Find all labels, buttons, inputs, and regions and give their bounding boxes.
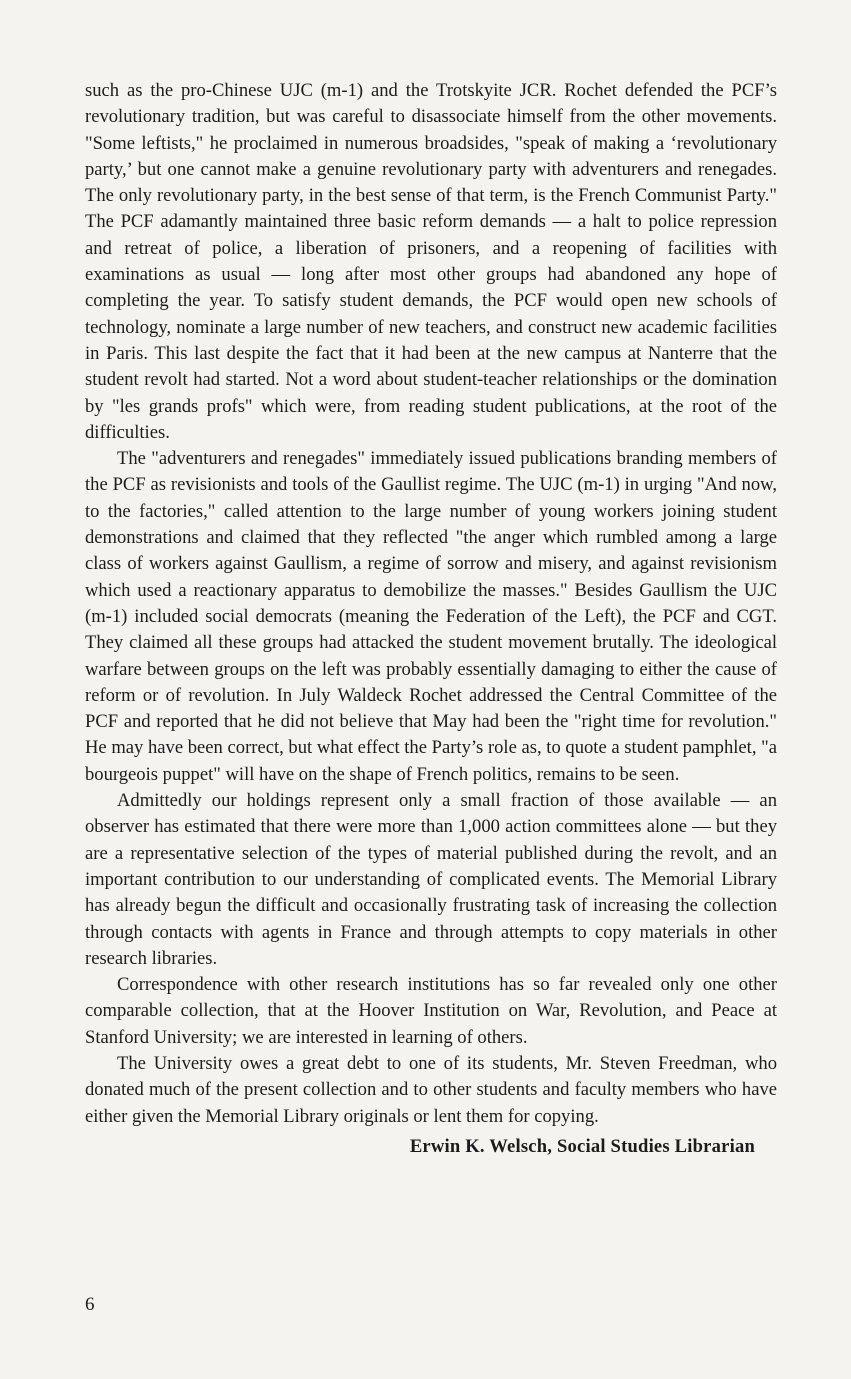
paragraph-5: The University owes a great debt to one of its students, Mr. Steven Freedman, who donated much of the present collection and to other students and faculty members who have either given the Memorial Library originals or lent them for copying. bbox=[85, 1052, 777, 1127]
paragraph-3: Admittedly our holdings represent only a small fraction of those available — an observer has estimated that there were more than 1,000 action committees alone — but they are a representative selection of the types of material published during the revolt, and an important contribution to our understanding of complicated events. The Memorial Library has already begun the difficult and occasionally frustrating task of increasing the collection through contacts with agents in France and through attempts to copy materials in other research libraries. bbox=[85, 790, 777, 969]
paragraph-4: Correspondence with other research institutions has so far revealed only one other comparable collection, that at the Hoover Institution on War, Revolution, and Peace at Stanford University; we are interested in learning of others. bbox=[85, 974, 777, 1048]
author-signature: Erwin K. Welsch, Social Studies Librarian bbox=[409, 1135, 755, 1157]
paragraph-2: The "adventurers and renegades" immediately issued publications branding members of the PCF as revisionists and tools of the Gaullist regime. The UJC (m-1) in urging "And now, to the factories," called attention to the large number of young workers joining student demonstrations and claimed that they reflected "the anger which rumbled among a large class of workers against Gaullism, a regime of sorrow and misery, and against revisionism which used a reactionary apparatus to demobilize the masses." Besides Gaullism the UJC (m-1) included social democrats (meaning the Federation of the Left), the PCF and CGT. They claimed all these groups had attacked the student movement brutally. The ideological warfare between groups on the left was probably essentially damaging to either the cause of reform or of revolution. In July Waldeck Rochet addressed the Central Committee of the PCF and reported that he did not believe that May had been the "right time for revolution." He may have been correct, but what effect the Party’s role as, to quote a student pamphlet, "a bourgeois puppet" will have on the shape of French politics, remains to be seen. bbox=[85, 448, 777, 785]
paragraph-1: such as the pro-Chinese UJC (m-1) and the Trotskyite JCR. Rochet defended the PCF’s revolutionary tradition, but was careful to disassociate himself from the other movements. "Some leftists," he proclaimed in numerous broadsides, "speak of making a ‘revolutionary party,’ but one cannot make a genuine revolutionary party with adventurers and renegades. The only revolutionary party, in the best sense of that term, is the French Communist Party." The PCF adamantly maintained three basic reform demands — a halt to police repression and retreat of police, a liberation of prisoners, and a reopening of facilities with examinations as usual — long after most other groups had abandoned any hope of completing the year. To satisfy student demands, the PCF would open new schools of technology, nominate a large number of new teachers, and construct new academic facilities in Paris. This last despite the fact that it had been at the new campus at Nanterre that the student revolt had started. Not a word about student-teacher relationships or the domination by "les grands profs" which were, from reading student publications, at the root of the difficulties. bbox=[85, 80, 777, 443]
page-number: 6 bbox=[85, 1294, 95, 1315]
article-body bbox=[85, 78, 777, 1160]
